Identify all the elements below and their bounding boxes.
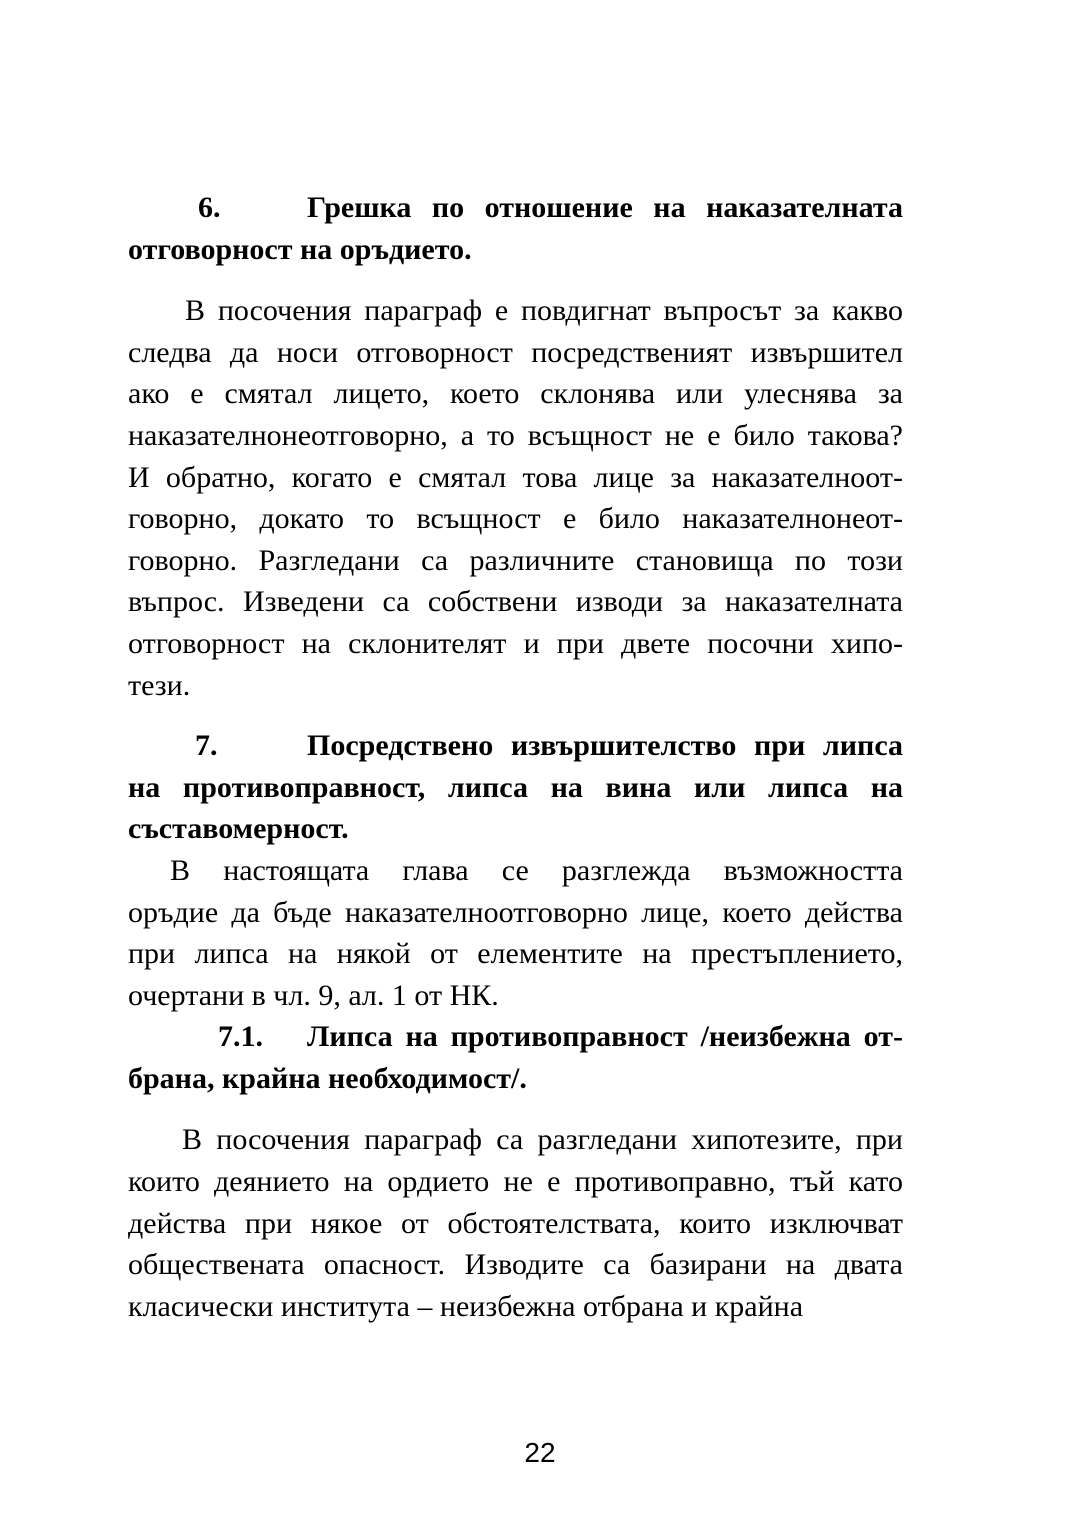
- text-line: ако е смятал лицето, което склонява или улеснява за: [128, 377, 903, 411]
- section-heading-6: [128, 187, 903, 270]
- heading-text: Липса на противоправност /неизбежна от-: [307, 1020, 903, 1054]
- section-heading-7-1: [128, 1016, 903, 1099]
- heading-line: на противоправност, липса на вина или липса на: [128, 770, 903, 804]
- heading-line: [128, 1016, 903, 1058]
- text-line: В посочения параграф са разгледани хипотезите, при: [182, 1123, 903, 1157]
- text-line: класически института – неизбежна отбрана и крайна: [128, 1289, 804, 1323]
- text-line: обществената опасност. Изводите са базирани на двата: [128, 1248, 903, 1282]
- page-content: [128, 187, 903, 1327]
- text-line: И обратно, когато е смятал това лице за наказателноот-: [128, 460, 903, 494]
- text-line: наказателнонеотговорно, а то всъщност не е било такова?: [128, 418, 903, 452]
- text-line: В настоящата глава се разглежда възможността: [170, 853, 903, 887]
- heading-number: 7.1.: [218, 1020, 263, 1054]
- heading-line: отговорност на оръдието.: [128, 232, 472, 266]
- text-line: В посочения параграф е повдигнат въпросът за какво: [185, 294, 903, 328]
- heading-text: Грешка по отношение на наказателната: [307, 191, 903, 224]
- heading-line: съставомерност.: [128, 812, 349, 846]
- paragraph-7: [128, 850, 903, 1016]
- text-line: очертани в чл. 9, ал. 1 от НК.: [128, 978, 499, 1012]
- heading-line: [128, 187, 903, 229]
- text-line: говорно, докато то всъщност е било наказателнонеот-: [128, 502, 903, 536]
- text-line: отговорност на склонителят и при двете посочни хипо-: [128, 626, 903, 660]
- page-number: 22: [524, 1437, 556, 1468]
- heading-number: 7.: [195, 729, 218, 763]
- text-line: които деянието на ордието не е противоправно, тъй като: [128, 1165, 903, 1199]
- heading-line: [128, 725, 903, 767]
- text-line: при липса на някой от елементите на престъплението,: [128, 937, 903, 971]
- heading-number: 6.: [198, 191, 221, 224]
- text-line: действа при някое от обстоятелствата, които изключват: [128, 1206, 903, 1240]
- text-line: говорно. Разгледани са различните становища по този: [128, 543, 903, 577]
- section-heading-7: [128, 725, 903, 850]
- text-line: оръдие да бъде наказателноотговорно лице, което действа: [128, 895, 903, 929]
- text-line: следва да носи отговорност посредственият извършител: [128, 335, 903, 369]
- text-line: тези.: [128, 668, 191, 702]
- paragraph-6: [128, 290, 903, 706]
- text-line: въпрос. Изведени са собствени изводи за наказателната: [128, 585, 903, 619]
- heading-text: Посредствено извършителство при липса: [307, 729, 903, 763]
- heading-line: брана, крайна необходимост/.: [128, 1061, 527, 1095]
- paragraph-7-1: [128, 1119, 903, 1327]
